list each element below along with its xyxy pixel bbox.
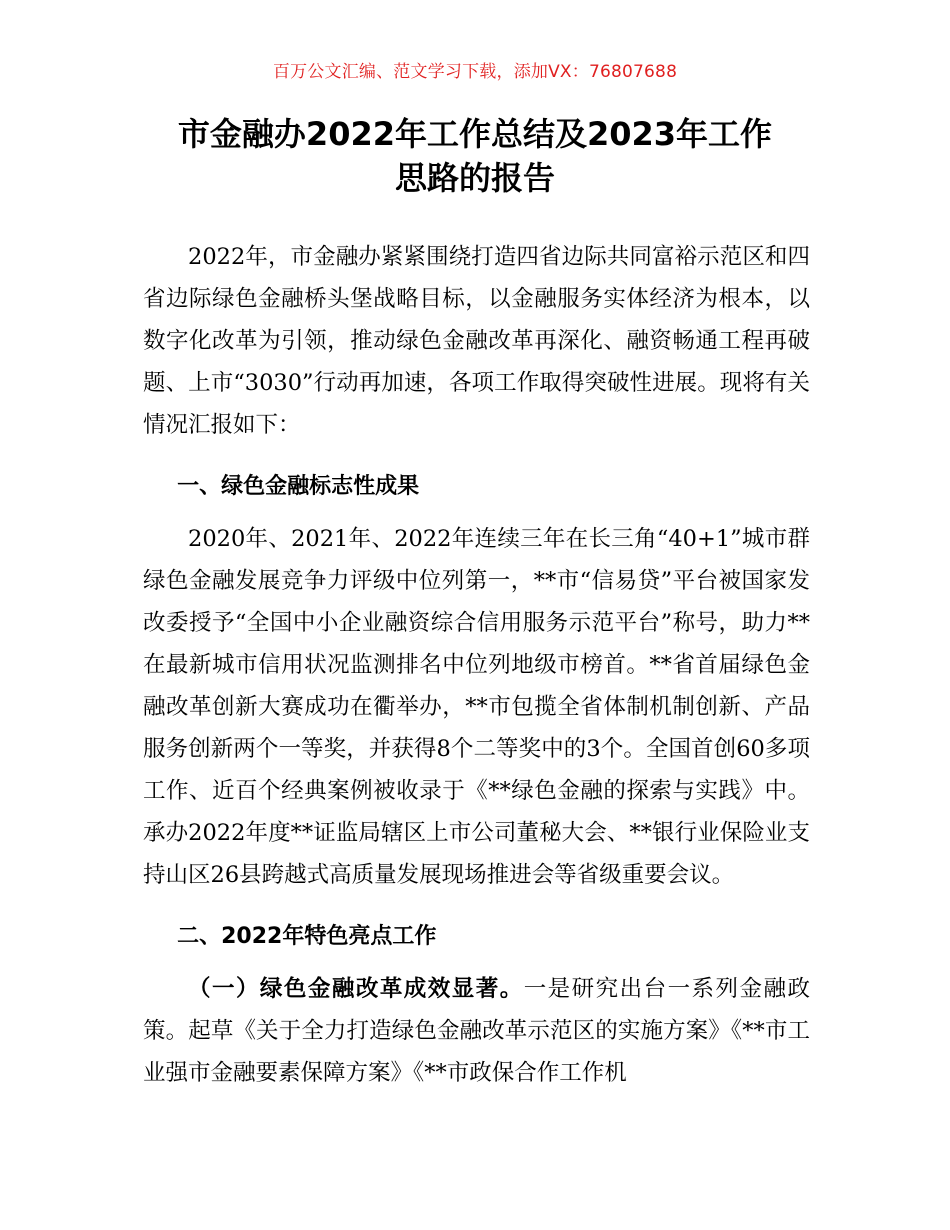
item-1-body: 一是研究出台一系列金融政策。起草《关于全力打造绿色金融改革示范区的实施方案》《**市工业强市金融要素保障方案》《**市政保合作工作机 bbox=[143, 976, 810, 1086]
document-title bbox=[0, 112, 950, 200]
item-1-lead: （一）绿色金融改革成效显著。 bbox=[188, 976, 524, 1002]
section-2-heading: 二、2022年特色亮点工作 bbox=[177, 924, 437, 949]
intro-paragraph: 2022年，市金融办紧紧围绕打造四省边际共同富裕示范区和四省边际绿色金融桥头堡战略目标，以金融服务实体经济为根本，以数字化改革为引领，推动绿色金融改革再深化、融资畅通工程再破题、上市“3030”行动再加速，各项工作取得突破性进展。现将有关情况汇报如下： bbox=[143, 244, 810, 438]
document-body bbox=[143, 236, 810, 1094]
header-note: 百万公文汇编、范文学习下载，添加VX：76807688 bbox=[272, 62, 678, 82]
section-1-paragraph: 2020年、2021年、2022年连续三年在长三角“40+1”城市群绿色金融发展竞争力评级中位列第一，**市“信易贷”平台被国家发改委授予“全国中小企业融资综合信用服务示范平台”称号，助力**在最新城市信用状况监测排名中位列地级市榜首。**省首届绿色金融改革创新大赛成功在衢举办，**市包揽全省体制机制创新、产品服务创新两个一等奖，并获得8个二等奖中的3个。全国首创60多项工作、近百个经典案例被收录于《**绿色金融的探索与实践》中。承办2022年度**证监局辖区上市公司董秘大会、**银行业保险业支持山区26县跨越式高质量发展现场推进会等省级重要会议。 bbox=[143, 526, 810, 888]
section-1-heading: 一、绿色金融标志性成果 bbox=[177, 474, 420, 499]
title-line-1: 市金融办2022年工作总结及2023年工作 bbox=[177, 115, 773, 153]
title-line-2: 思路的报告 bbox=[394, 159, 555, 197]
section-2-item-1-paragraph bbox=[143, 968, 810, 1094]
